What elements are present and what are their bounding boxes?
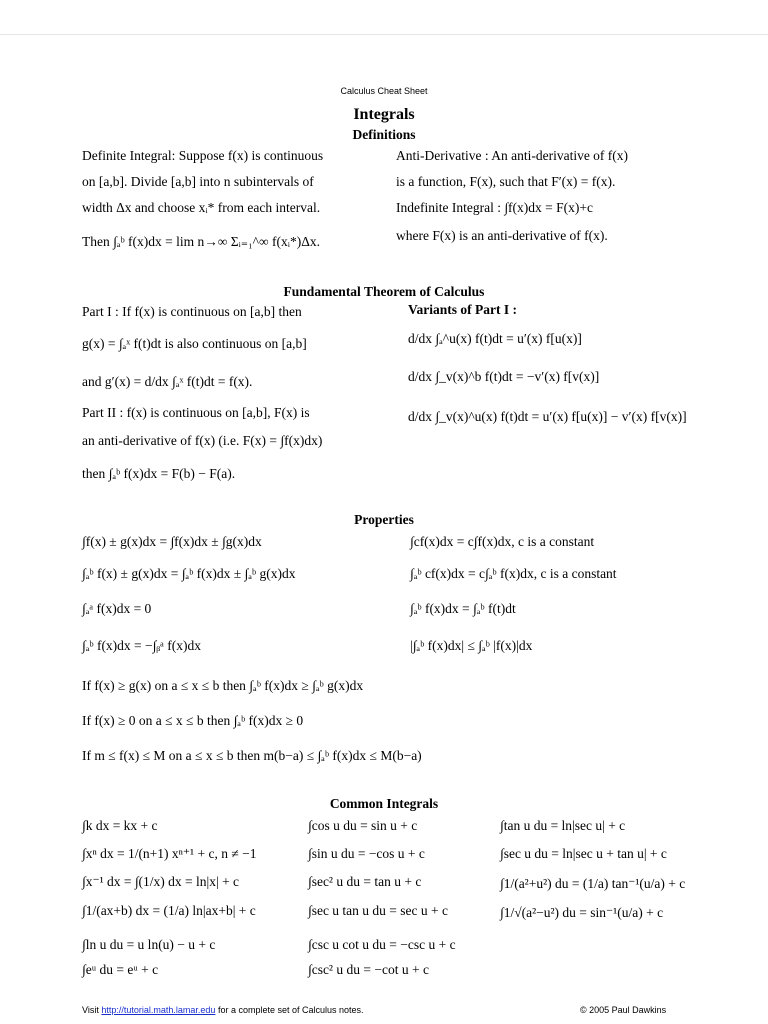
ftc-part1-line-3: and g′(x) = d/dx ∫ₐˣ f(t)dt = f(x). (82, 374, 253, 389)
common-col3-3: ∫1/(a²+u²) du = (1/a) tan⁻¹(u/a) + c (500, 876, 686, 891)
variant-line-3: d/dx ∫_v(x)^u(x) f(t)dt = u′(x) f[u(x)] − v′(x) f[v(x)] (408, 409, 687, 424)
ftc-part1-line-1: Part I : If f(x) is continuous on [a,b] then (82, 304, 302, 319)
footer-tutorial-link[interactable]: http://tutorial.math.lamar.edu (101, 1005, 216, 1015)
common-col2-1: ∫cos u du = sin u + c (308, 818, 418, 833)
document-header: Calculus Cheat Sheet (340, 86, 428, 96)
property-right-3: ∫ₐᵇ f(x)dx = ∫ₐᵇ f(t)dt (410, 601, 516, 616)
footer-copyright: © 2005 Paul Dawkins (580, 1005, 667, 1015)
common-col3-1: ∫tan u du = ln|sec u| + c (500, 818, 626, 833)
anti-derivative-line-1: Anti-Derivative : An anti-derivative of f(x) (396, 148, 629, 163)
common-col2-3: ∫sec² u du = tan u + c (308, 874, 422, 889)
page-top-divider (0, 34, 768, 35)
variant-line-2: d/dx ∫_v(x)^b f(t)dt = −v′(x) f[v(x)] (408, 369, 600, 384)
section-common-heading: Common Integrals (329, 796, 439, 811)
common-col1-6: ∫eᵘ du = eᵘ + c (82, 962, 159, 977)
definite-integral-line-4: Then ∫ₐᵇ f(x)dx = lim n→∞ Σᵢ₌₁^∞ f(xᵢ*)Δx. (82, 234, 321, 249)
property-right-2: ∫ₐᵇ cf(x)dx = c∫ₐᵇ f(x)dx, c is a constant (410, 566, 617, 581)
ftc-part2-line-1: Part II : f(x) is continuous on [a,b], F(x) is (82, 405, 310, 420)
ftc-part1-line-2: g(x) = ∫ₐˣ f(t)dt is also continuous on [a,b] (82, 336, 307, 351)
property-full-2: If f(x) ≥ 0 on a ≤ x ≤ b then ∫ₐᵇ f(x)dx ≥ 0 (82, 713, 304, 728)
property-left-4: ∫ₐᵇ f(x)dx = −∫ᵦᵃ f(x)dx (82, 638, 201, 653)
footer-visit-text: Visit (82, 1005, 99, 1015)
ftc-part2-line-2: an anti-derivative of f(x) (i.e. F(x) = ∫f(x)dx) (82, 433, 323, 448)
indefinite-integral-line-2: where F(x) is an anti-derivative of f(x). (396, 228, 608, 243)
footer-tail-text: for a complete set of Calculus notes. (217, 1005, 364, 1015)
property-left-2: ∫ₐᵇ f(x) ± g(x)dx = ∫ₐᵇ f(x)dx ± ∫ₐᵇ g(x)dx (82, 566, 296, 581)
common-col1-5: ∫ln u du = u ln(u) − u + c (82, 937, 216, 952)
variant-line-1: d/dx ∫ₐ^u(x) f(t)dt = u′(x) f[u(x)] (408, 331, 582, 346)
property-right-4: |∫ₐᵇ f(x)dx| ≤ ∫ₐᵇ |f(x)|dx (410, 638, 533, 653)
common-col1-1: ∫k dx = kx + c (82, 818, 158, 833)
property-full-3: If m ≤ f(x) ≤ M on a ≤ x ≤ b then m(b−a) ≤ ∫ₐᵇ f(x)dx ≤ M(b−a) (82, 748, 422, 763)
page-title: Integrals (353, 106, 415, 123)
common-col2-6: ∫csc² u du = −cot u + c (308, 962, 429, 977)
common-col2-4: ∫sec u tan u du = sec u + c (308, 903, 449, 918)
variants-title: Variants of Part I : (408, 302, 517, 317)
property-full-1: If f(x) ≥ g(x) on a ≤ x ≤ b then ∫ₐᵇ f(x)dx ≥ ∫ₐᵇ g(x)dx (82, 678, 364, 693)
ftc-part2-line-3: then ∫ₐᵇ f(x)dx = F(b) − F(a). (82, 466, 236, 481)
footer-visit-line (82, 1005, 364, 1015)
common-col1-3: ∫x⁻¹ dx = ∫(1/x) dx = ln|x| + c (82, 874, 240, 889)
property-left-1: ∫f(x) ± g(x)dx = ∫f(x)dx ± ∫g(x)dx (82, 534, 262, 549)
common-col1-2: ∫xⁿ dx = 1/(n+1) xⁿ⁺¹ + c, n ≠ −1 (82, 846, 257, 861)
section-ftc-heading: Fundamental Theorem of Calculus (283, 284, 485, 299)
definite-integral-line-2: on [a,b]. Divide [a,b] into n subintervals of (82, 174, 314, 189)
common-col2-5: ∫csc u cot u du = −csc u + c (308, 937, 456, 952)
common-col1-4: ∫1/(ax+b) dx = (1/a) ln|ax+b| + c (82, 903, 256, 918)
definite-integral-line-1: Definite Integral: Suppose f(x) is continuous (82, 148, 324, 163)
property-left-3: ∫ₐᵃ f(x)dx = 0 (82, 601, 152, 616)
common-col2-2: ∫sin u du = −cos u + c (308, 846, 425, 861)
indefinite-integral-line-1: Indefinite Integral : ∫f(x)dx = F(x)+c (396, 200, 593, 215)
definite-integral-line-3: width Δx and choose xᵢ* from each interval. (82, 200, 321, 215)
common-col3-2: ∫sec u du = ln|sec u + tan u| + c (500, 846, 667, 861)
section-definitions-heading: Definitions (352, 127, 416, 142)
section-properties-heading: Properties (354, 512, 414, 527)
property-right-1: ∫cf(x)dx = c∫f(x)dx, c is a constant (410, 534, 595, 549)
anti-derivative-line-2: is a function, F(x), such that F′(x) = f(x). (396, 174, 616, 189)
common-col3-4: ∫1/√(a²−u²) du = sin⁻¹(u/a) + c (500, 905, 664, 920)
